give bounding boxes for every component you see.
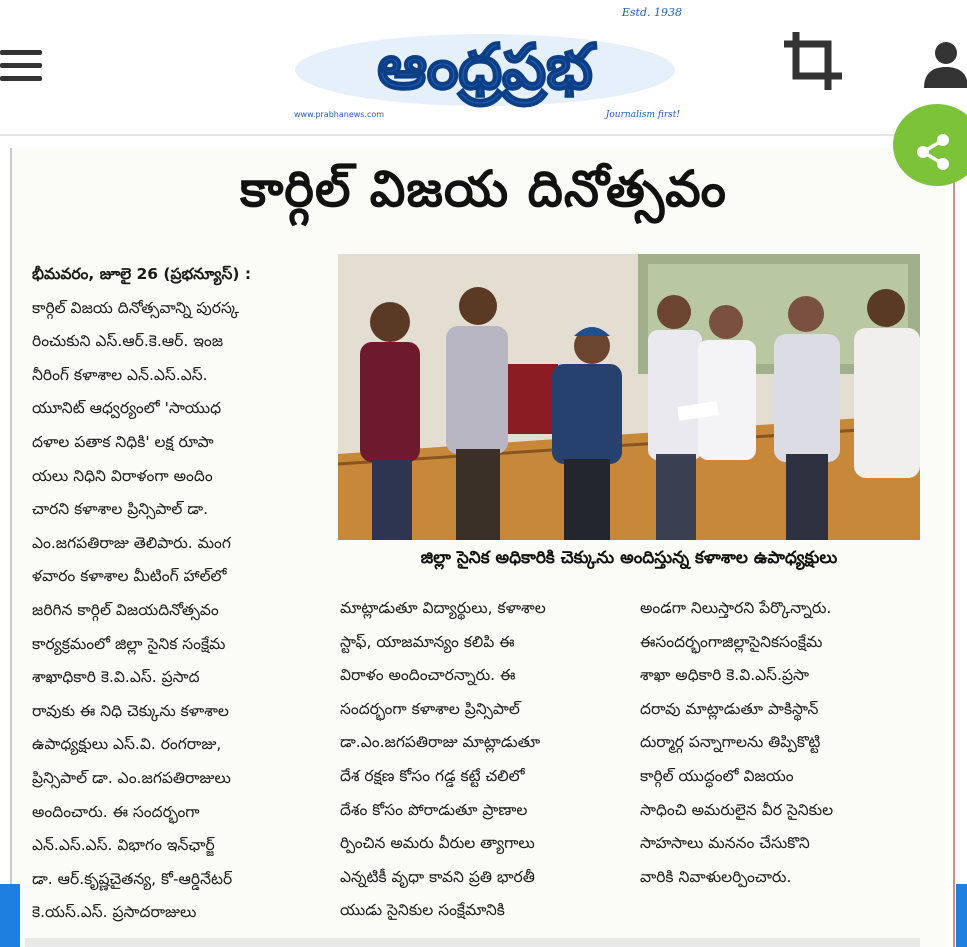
text-line: సాహసాలు మననం చేసుకొని <box>640 834 810 853</box>
text-line: ర్పించిన అమరు వీరుల త్యాగాలు <box>340 834 535 853</box>
article-headline: కార్గిల్ విజయ దినోత్సవం <box>239 160 728 218</box>
text-line: డా. ఆర్.కృష్ణచైతన్య, కో-ఆర్డినేటర్ <box>32 869 233 888</box>
text-line: ఎన్నటికీ వృధా కావని ప్రతి భారతీ <box>340 867 535 886</box>
clipping-right-rule <box>953 155 955 947</box>
logo-tagline: Journalism first! <box>605 110 680 120</box>
menu-icon[interactable] <box>0 48 42 84</box>
text-line: డా.ఎం.జగపతిరాజు మాట్లాడుతూ <box>340 733 541 752</box>
text-line: ఉపాధ్యక్షులు ఎస్.వి. రంగరాజు, <box>32 735 222 754</box>
text-line: దేశం కోసం పోరాడుతూ ప్రాణాల <box>340 800 528 819</box>
article-column-2 <box>340 592 610 928</box>
text-line: దళాల పతాక నిధికి' లక్ష రూపా <box>32 432 214 451</box>
text-line: కార్యక్రమంలో జిల్లా సైనిక సంక్షేమ <box>32 634 226 653</box>
text-line: రావుకు ఈ నిధి చెక్కును కళాశాల <box>32 701 229 720</box>
article-column-3 <box>640 592 915 894</box>
text-line: వారికి నివాళులర్పించారు. <box>640 867 792 886</box>
user-icon[interactable] <box>922 40 967 90</box>
header-divider <box>0 134 967 136</box>
logo-estd: Estd. 1938 <box>621 6 682 19</box>
text-line: అందించారు. ఈ సందర్భంగా <box>32 802 200 821</box>
dateline: భీమవరం, జూలై 26 (ప్రభన్యూస్) : <box>32 265 252 283</box>
text-line: సాధించి అమరులైన వీర సైనికుల <box>640 800 834 819</box>
photo-illustration <box>338 254 920 540</box>
clipping-left-rule <box>10 148 12 947</box>
text-line: శాఖా అధికారి కె.వి.ఎస్.ప్రసా <box>640 666 809 685</box>
text-line: సందర్భంగా కళాశాల ప్రిన్సిపాల్ <box>340 699 520 718</box>
text-line: నీరింగ్ కళాశాల ఎన్.ఎస్.ఎస్. <box>32 365 208 384</box>
logo-url: www.prabhanews.com <box>294 110 385 119</box>
text-line: మాట్లాడుతూ విద్యార్థులు, కళాశాల <box>340 599 546 617</box>
article-column-1 <box>32 258 308 930</box>
text-line: జరిగిన కార్గిల్ విజయదినోత్సవం <box>32 600 219 619</box>
top-bar <box>0 0 967 135</box>
text-line: కార్గిల్ విజయ దినోత్సవాన్ని పురస్క <box>32 298 240 317</box>
text-line: దేశ రక్షణ కోసం గడ్డ కట్టే చలిలో <box>340 766 525 785</box>
text-line: కె.యస్.ఎస్. ప్రసాదరాజులు <box>32 903 197 922</box>
article-photo <box>338 254 920 540</box>
text-line: ఎన్.ఎస్.ఎస్. విభాగం ఇన్‌ఛార్జ్ <box>32 836 215 855</box>
text-line: ప్రిన్సిపాల్ డా. ఎం.జగపతిరాజులు <box>32 768 231 787</box>
bottom-strip <box>25 938 920 947</box>
text-line: విరాళం అందించారన్నారు. ఈ <box>340 666 516 685</box>
site-logo[interactable] <box>288 4 688 129</box>
crop-icon[interactable] <box>782 30 844 92</box>
text-line: దరావు మాట్లాడుతూ పాకిస్థాన్ <box>640 699 819 718</box>
left-edge-tab[interactable] <box>0 884 20 947</box>
text-line: అండగా నిలుస్తారని పేర్కొన్నారు. <box>640 599 832 617</box>
logo-wordmark <box>292 26 678 108</box>
text-line: ఎం.జగపతిరాజు తెలిపారు. మంగ <box>32 533 231 552</box>
text-line: ళవారం కళాశాల మీటింగ్ హాల్‌లో <box>32 567 227 586</box>
text-line: చారని కళాశాల ప్రిన్సిపాల్ డా. <box>32 500 208 519</box>
logo-name: ఆంధ్రప్రభ <box>377 30 593 103</box>
text-line: యుడు సైనికుల సంక్షేమానికి <box>340 901 505 920</box>
text-line: రించుకుని ఎస్.ఆర్.కె.ఆర్. ఇంజ <box>32 332 224 351</box>
text-line: దుర్మార్గ పన్నాగాలను తిప్పికొట్టి <box>640 733 821 752</box>
text-line: ఈసందర్భంగాజిల్లాసైనికసంక్షేమ <box>640 632 823 651</box>
text-line: శాఖాధికారి కె.వి.ఎస్. ప్రసాద <box>32 668 200 687</box>
text-line: యూనిట్ ఆధ్వర్యంలో 'సాయుధ <box>32 399 222 418</box>
text-line: యలు నిధిని విరాళంగా అందిం <box>32 466 213 485</box>
photo-caption: జిల్లా సైనిక అధికారికి చెక్కును అందిస్తున్న కళాశాల ఉపాధ్యక్షులు <box>420 548 838 568</box>
right-edge-tab[interactable] <box>956 884 967 947</box>
text-line: స్టాఫ్, యాజమాన్యం కలిపి ఈ <box>340 632 515 651</box>
text-line: కార్గిల్ యుద్ధంలో విజయం <box>640 766 794 785</box>
